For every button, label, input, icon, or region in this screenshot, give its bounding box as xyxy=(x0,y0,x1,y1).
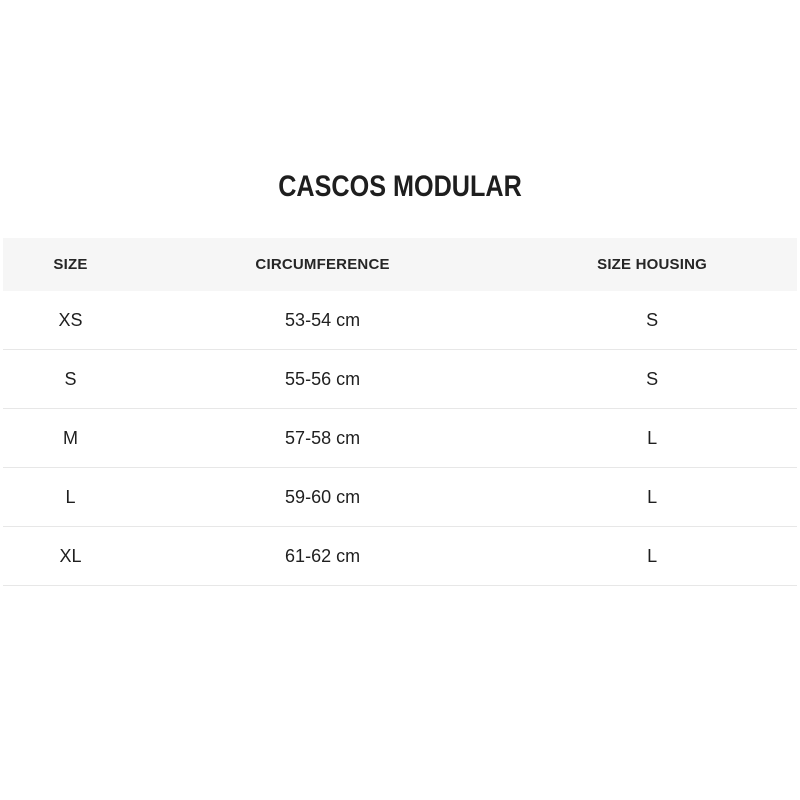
table-row-xl xyxy=(3,527,797,586)
column-header-circumference: CIRCUMFERENCE xyxy=(255,256,390,273)
cell-circumference: 53-54 cm xyxy=(285,309,361,330)
table-row-s xyxy=(3,350,797,409)
table-header-row xyxy=(3,238,797,291)
cell-circumference: 61-62 cm xyxy=(285,545,361,566)
cell-size: L xyxy=(65,486,76,507)
cell-size-housing: L xyxy=(647,545,658,566)
size-table xyxy=(3,238,797,586)
cell-size-housing: S xyxy=(646,368,659,389)
column-header-size-housing: SIZE HOUSING xyxy=(597,256,708,273)
cell-size-housing: S xyxy=(646,309,659,330)
column-header-size: SIZE xyxy=(53,256,88,273)
cell-circumference: 59-60 cm xyxy=(285,486,361,507)
cell-circumference: 55-56 cm xyxy=(285,368,361,389)
cell-size-housing: L xyxy=(647,427,658,448)
cell-size: XL xyxy=(59,545,82,566)
cell-size-housing: L xyxy=(647,486,658,507)
table-row-xs xyxy=(3,291,797,350)
table-row-m xyxy=(3,409,797,468)
cell-size: M xyxy=(62,427,78,448)
page-title: CASCOS MODULAR xyxy=(278,170,522,203)
cell-size: XS xyxy=(58,309,83,330)
cell-circumference: 57-58 cm xyxy=(285,427,361,448)
cell-size: S xyxy=(64,368,77,389)
table-row-l xyxy=(3,468,797,527)
